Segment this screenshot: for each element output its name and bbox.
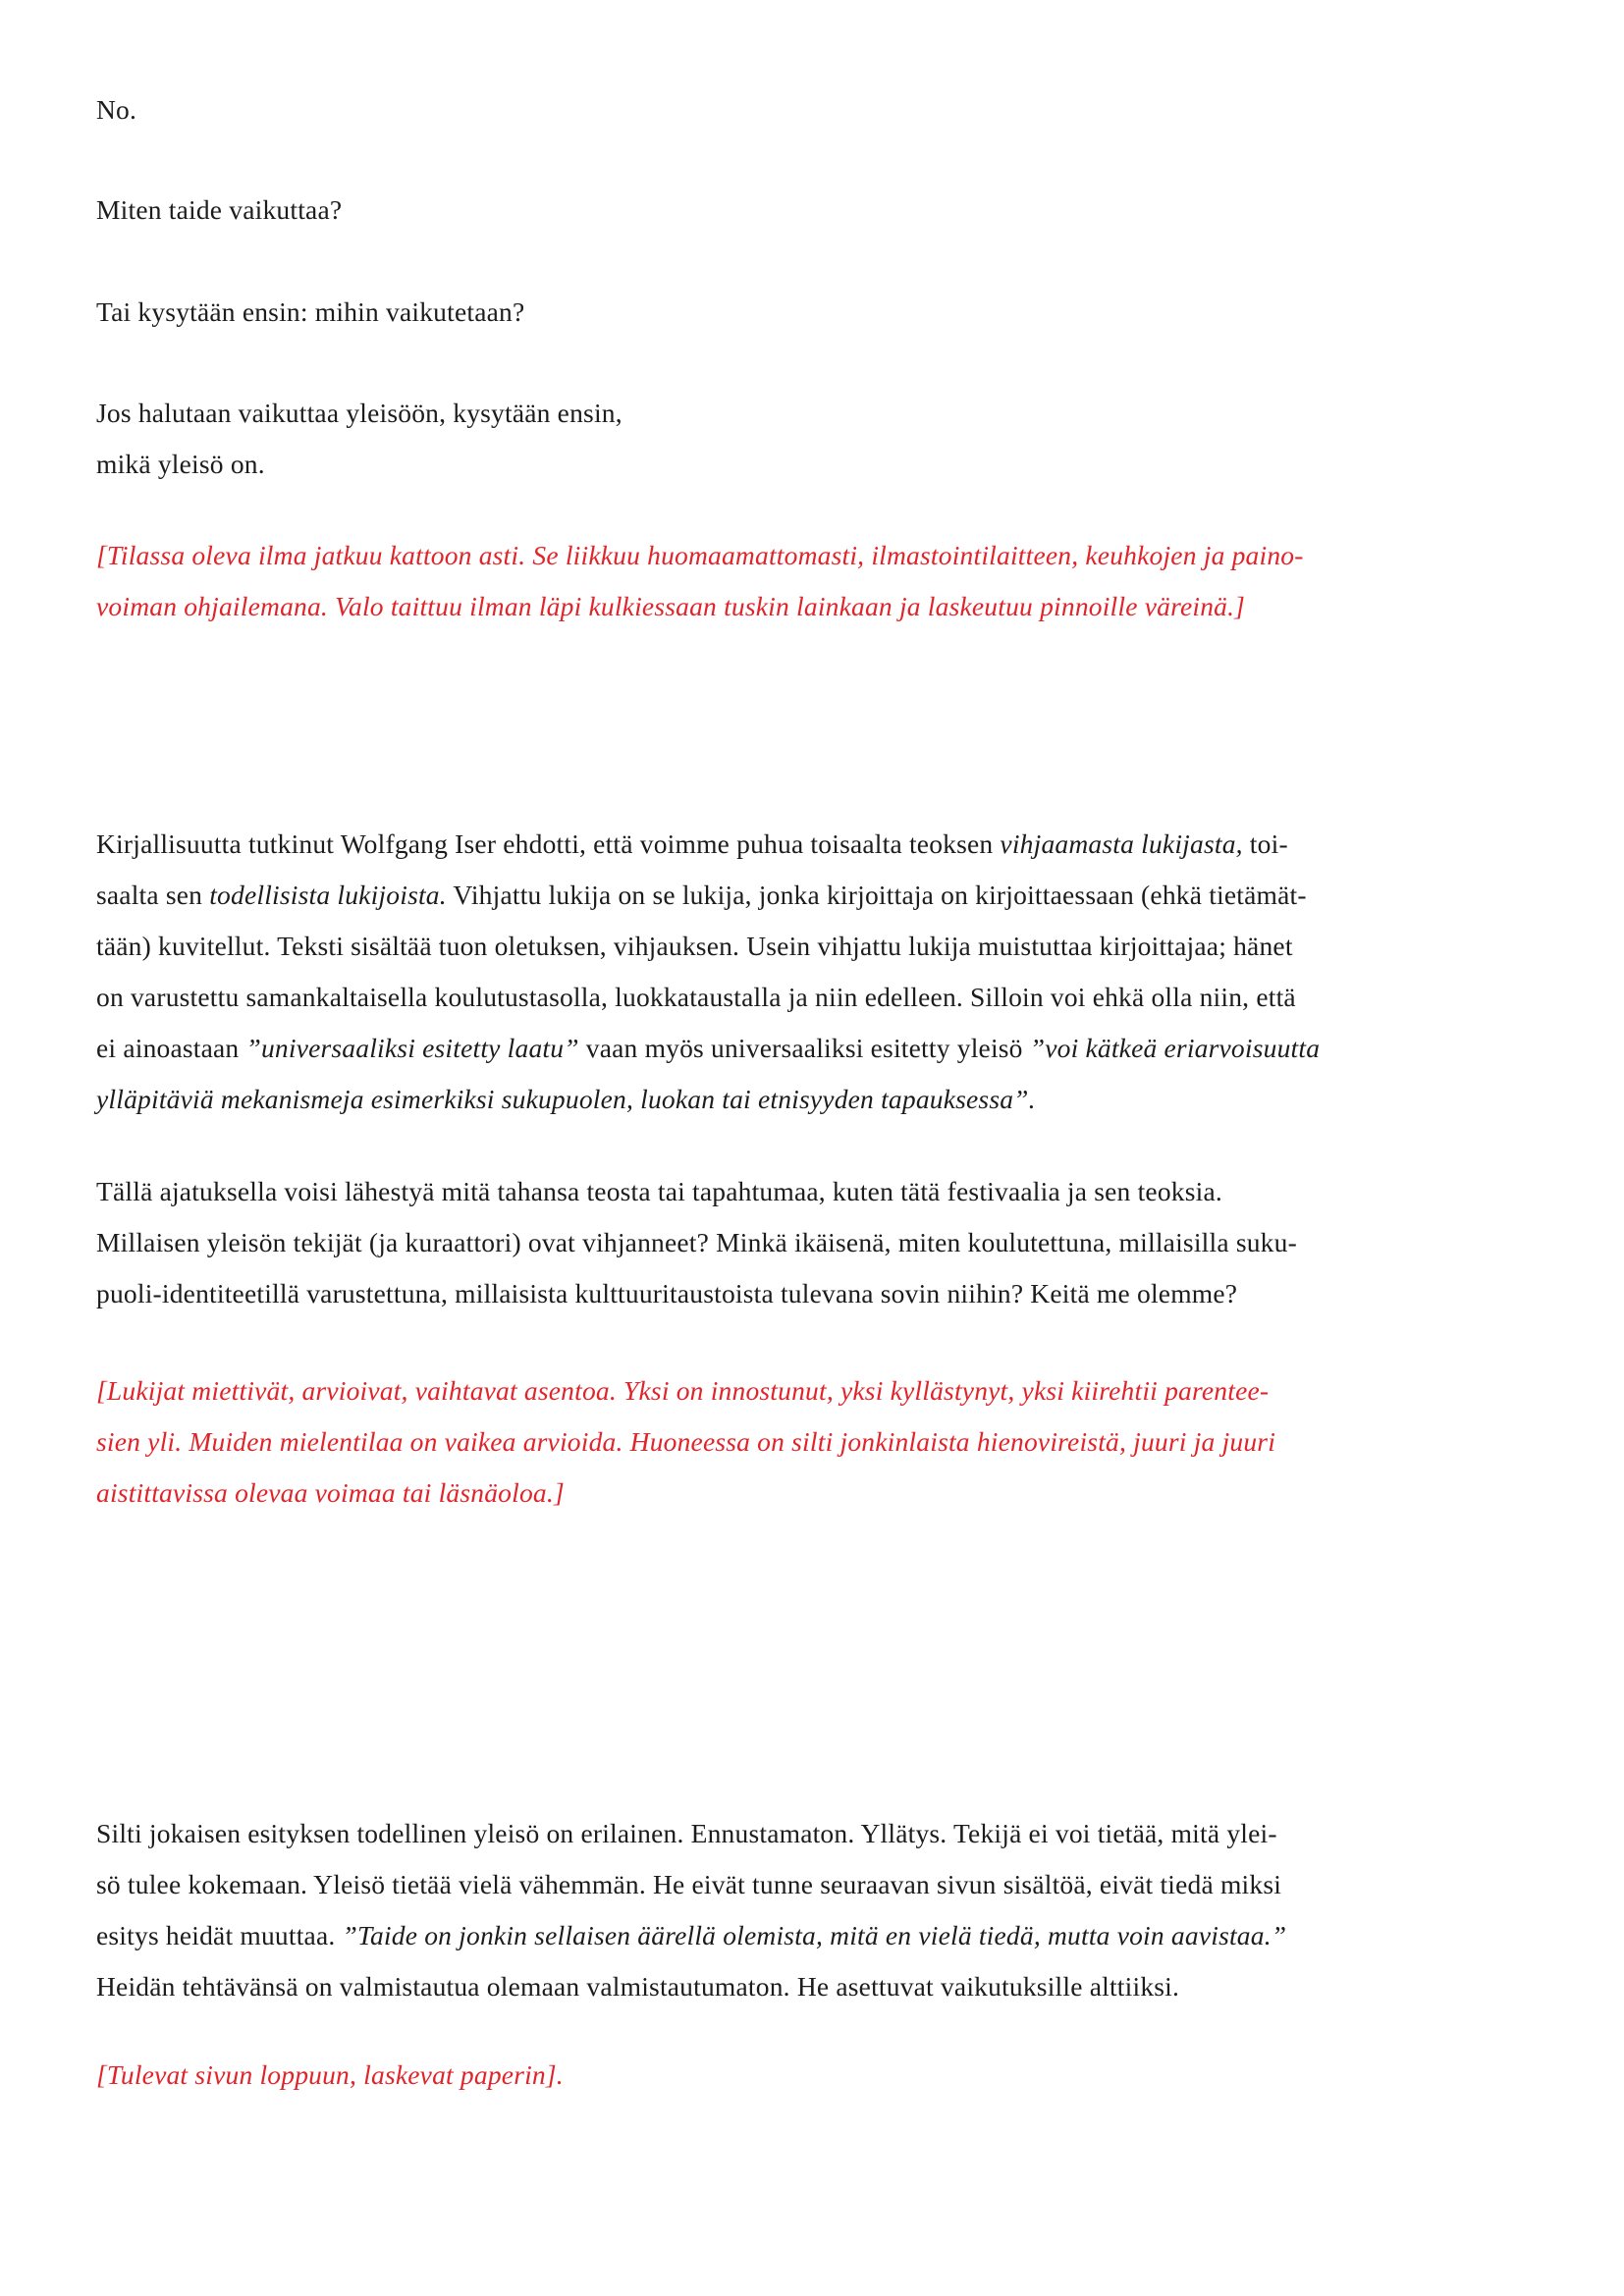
text-segment: [Tilassa oleva ilma jatkuu kattoon asti. Se liikkuu huomaamattomasti, ilmastointilaitteen, keuhkojen ja paino- <box>96 540 1304 570</box>
stage-direction-2 <box>96 1365 1530 1519</box>
question-1 <box>96 185 1530 236</box>
stage-direction-1 <box>96 530 1530 632</box>
audience-paragraph-line-4 <box>96 1961 1530 2012</box>
text-segment: Vihjattu lukija on se lukija, jonka kirjoittaja on kirjoittaessaan (ehkä tietämät- <box>446 880 1307 910</box>
text-segment: Millaisen yleisön tekijät (ja kuraattori) ovat vihjanneet? Minkä ikäisenä, miten koulutettuna, millaisilla suku- <box>96 1227 1297 1257</box>
text-segment: vihjaamasta lukijasta, <box>1000 828 1243 859</box>
stage-direction-2-line-1 <box>96 1365 1530 1416</box>
stage-direction-3 <box>96 2050 1530 2101</box>
stage-direction-2-line-3 <box>96 1468 1530 1519</box>
text-segment: mikä yleisö on. <box>96 449 265 479</box>
intro-paragraph-line-1 <box>96 388 1530 439</box>
stage-direction-2-line-2 <box>96 1416 1530 1468</box>
text-segment: ylläpitäviä mekanismeja esimerkiksi sukupuolen, luokan tai etnisyyden tapauksessa”. <box>96 1084 1036 1114</box>
text-segment: Heidän tehtävänsä on valmistautua olemaan valmistautumaton. He asettuvat vaikutuksille alttiiksi. <box>96 1971 1180 2002</box>
text-segment: toi- <box>1242 828 1288 859</box>
iser-paragraph-line-6 <box>96 1074 1530 1125</box>
text-segment: Jos halutaan vaikuttaa yleisöön, kysytään ensin, <box>96 398 623 428</box>
iser-paragraph-line-2 <box>96 870 1530 921</box>
text-segment: voiman ohjailemana. Valo taittuu ilman läpi kulkiessaan tuskin lainkaan ja laskeutuu pinnoille väreinä.] <box>96 591 1246 621</box>
festival-paragraph-line-1 <box>96 1166 1530 1217</box>
text-segment: ei ainoastaan <box>96 1033 246 1063</box>
text-segment: vaan myös universaaliksi esitetty yleisö <box>578 1033 1030 1063</box>
question-1-line-1 <box>96 185 1530 236</box>
intro-paragraph-line-2 <box>96 439 1530 490</box>
festival-paragraph-line-2 <box>96 1217 1530 1268</box>
opening-word-line-1 <box>96 84 1530 135</box>
iser-paragraph <box>96 819 1530 1125</box>
text-segment: saalta sen <box>96 880 210 910</box>
text-segment: sö tulee kokemaan. Yleisö tietää vielä vähemmän. He eivät tunne seuraavan sivun sisältöä, eivät tiedä miksi <box>96 1869 1282 1899</box>
audience-paragraph-line-1 <box>96 1808 1530 1859</box>
iser-paragraph-line-4 <box>96 972 1530 1023</box>
text-segment: esitys heidät muuttaa. <box>96 1920 343 1950</box>
audience-paragraph-line-3 <box>96 1910 1530 1961</box>
text-segment: [Lukijat miettivät, arvioivat, vaihtavat asentoa. Yksi on innostunut, yksi kyllästynyt, yksi kiirehtii parentee- <box>96 1375 1270 1406</box>
stage-direction-1-line-2 <box>96 581 1530 632</box>
intro-paragraph <box>96 388 1530 490</box>
text-segment: ”voi kätkeä eriarvoisuutta <box>1029 1033 1321 1063</box>
text-segment: No. <box>96 94 137 125</box>
text-segment: Tällä ajatuksella voisi lähestyä mitä tahansa teosta tai tapahtumaa, kuten tätä festivaalia ja sen teoksia. <box>96 1176 1222 1206</box>
text-segment: tään) kuvitellut. Teksti sisältää tuon oletuksen, vihjauksen. Usein vihjattu lukija muistuttaa kirjoittajaa; hänet <box>96 931 1293 961</box>
question-2 <box>96 287 1530 338</box>
text-segment: Silti jokaisen esityksen todellinen yleisö on erilainen. Ennustamaton. Yllätys. Tekijä ei voi tietää, mitä ylei- <box>96 1818 1277 1848</box>
iser-paragraph-line-3 <box>96 921 1530 972</box>
text-segment: sien yli. Muiden mielentilaa on vaikea arvioida. Huoneessa on silti jonkinlaista hienovireistä, juuri ja juuri <box>96 1426 1276 1457</box>
text-segment: aistittavissa olevaa voimaa tai läsnäoloa.] <box>96 1477 565 1508</box>
stage-direction-3-line-1 <box>96 2050 1530 2101</box>
text-segment: Miten taide vaikuttaa? <box>96 194 343 225</box>
iser-paragraph-line-5 <box>96 1023 1530 1074</box>
text-segment: on varustettu samankaltaisella koulutustasolla, luokkataustalla ja niin edelleen. Silloin voi ehkä olla niin, että <box>96 982 1296 1012</box>
audience-paragraph-line-2 <box>96 1859 1530 1910</box>
text-segment: Tai kysytään ensin: mihin vaikutetaan? <box>96 296 525 327</box>
iser-paragraph-line-1 <box>96 819 1530 870</box>
text-segment: todellisista lukijoista. <box>209 880 447 910</box>
text-segment: Kirjallisuutta tutkinut Wolfgang Iser ehdotti, että voimme puhua toisaalta teoksen <box>96 828 1001 859</box>
festival-paragraph-line-3 <box>96 1268 1530 1319</box>
opening-word <box>96 84 1530 135</box>
text-segment: ”Taide on jonkin sellaisen äärellä olemista, mitä en vielä tiedä, mutta voin aavistaa.” <box>342 1920 1287 1950</box>
stage-direction-1-line-1 <box>96 530 1530 581</box>
text-segment: [Tulevat sivun loppuun, laskevat paperin]. <box>96 2059 564 2090</box>
text-segment: ”universaaliksi esitetty laatu” <box>245 1033 579 1063</box>
question-2-line-1 <box>96 287 1530 338</box>
audience-paragraph <box>96 1808 1530 2012</box>
text-segment: puoli-identiteetillä varustettuna, millaisista kulttuuritaustoista tulevana sovin niihin? Keitä me olemme? <box>96 1278 1238 1308</box>
festival-paragraph <box>96 1166 1530 1319</box>
